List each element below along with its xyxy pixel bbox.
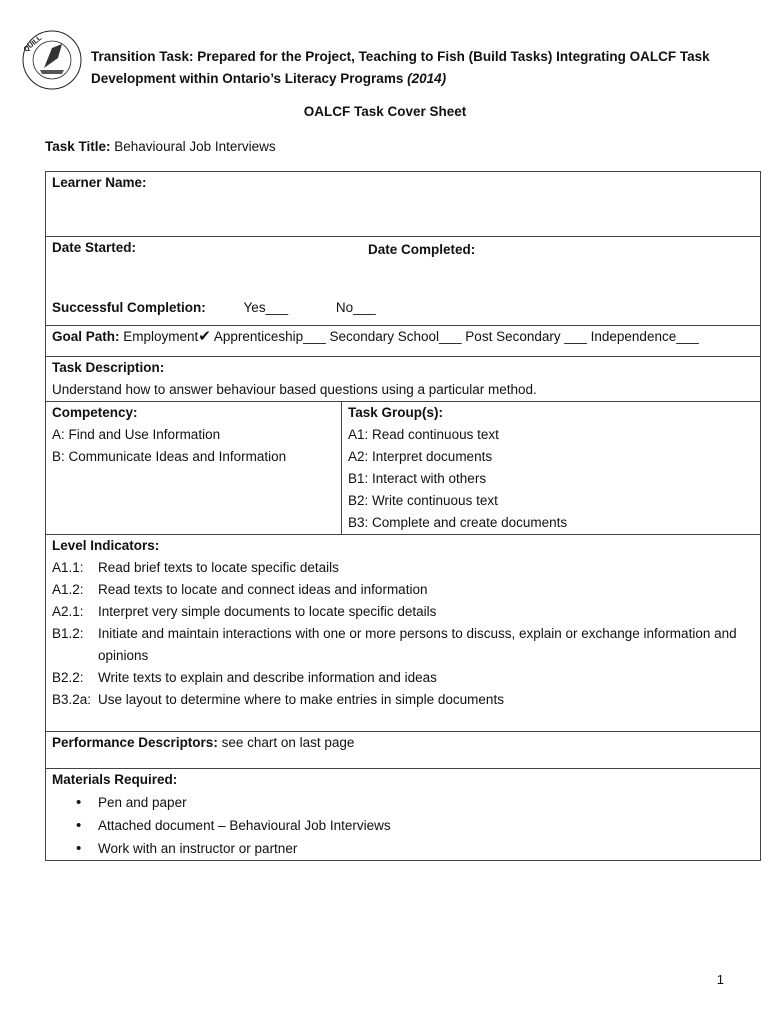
task-title <box>45 139 276 154</box>
level-indicators <box>46 535 761 732</box>
level-indicator: A1.1: Read brief texts to locate specific details <box>52 560 339 575</box>
goal-employment: Employment <box>119 329 199 344</box>
cover-sheet-table <box>45 171 761 861</box>
dates-cell <box>46 237 761 326</box>
task-description-label: Task Description: <box>52 360 165 375</box>
task-groups-cell <box>342 402 761 535</box>
competency-item: A: Find and Use Information <box>52 427 221 442</box>
performance-text: see chart on last page <box>217 735 355 750</box>
level-indicator: B1.2: Initiate and maintain interactions with one or more persons to discuss, explain or exchange information and opinions <box>52 626 737 663</box>
task-title-value: Behavioural Job Interviews <box>110 139 276 154</box>
task-group-item: A1: Read continuous text <box>348 427 499 442</box>
header-year: (2014) <box>407 71 447 86</box>
materials-required <box>46 769 761 861</box>
level-indicator: B2.2: Write texts to explain and describe information and ideas <box>52 670 437 685</box>
materials-list <box>52 791 754 860</box>
learner-name-label: Learner Name: <box>52 175 147 190</box>
level-indicators-label: Level Indicators: <box>52 538 160 553</box>
successful-completion <box>52 297 376 319</box>
performance-descriptors <box>46 732 761 769</box>
task-group-item: B2: Write continuous text <box>348 493 498 508</box>
level-indicator: A2.1: Interpret very simple documents to locate specific details <box>52 604 437 619</box>
task-group-item: B1: Interact with others <box>348 471 487 486</box>
completion-no[interactable]: No___ <box>335 300 376 315</box>
date-started-label: Date Started: <box>52 240 137 255</box>
header-line-2: Development within Ontario’s Literacy Programs (2014) <box>91 71 447 86</box>
learner-name-field[interactable] <box>46 172 761 237</box>
goal-options: Apprenticeship___ Secondary School___ Post Secondary ___ Independence___ <box>210 329 699 344</box>
goal-path-label: Goal Path: <box>52 329 120 344</box>
checkmark-icon: ✔ <box>198 328 211 345</box>
task-description <box>46 357 761 402</box>
performance-label: Performance Descriptors: <box>52 735 218 750</box>
task-groups-label: Task Group(s): <box>348 405 444 420</box>
list-item: • Pen and paper <box>98 791 754 814</box>
task-group-item: B3: Complete and create documents <box>348 515 568 530</box>
task-title-label: Task Title: <box>45 139 111 154</box>
list-item: • Attached document – Behavioural Job Interviews <box>98 814 754 837</box>
goal-path <box>46 326 761 357</box>
svg-text:QUILL: QUILL <box>22 34 44 54</box>
competency-label: Competency: <box>52 405 138 420</box>
task-description-text: Understand how to answer behaviour based questions using a particular method. <box>52 382 537 397</box>
sheet-title: OALCF Task Cover Sheet <box>303 104 467 119</box>
header-line-1: Transition Task: Prepared for the Project, Teaching to Fish (Build Tasks) Integrating OALCF Task <box>91 49 710 64</box>
document-header <box>91 46 731 90</box>
task-group-item: A2: Interpret documents <box>348 449 493 464</box>
page-number: 1 <box>716 972 724 987</box>
successful-completion-label: Successful Completion: <box>52 300 206 315</box>
materials-label: Materials Required: <box>52 772 178 787</box>
quill-logo <box>18 28 86 92</box>
competency-item: B: Communicate Ideas and Information <box>52 449 287 464</box>
list-item: • Work with an instructor or partner <box>98 837 754 860</box>
date-completed-label: Date Completed: <box>368 242 476 257</box>
competency-cell <box>46 402 342 535</box>
level-indicator: B3.2a: Use layout to determine where to make entries in simple documents <box>52 692 504 707</box>
level-indicator: A1.2: Read texts to locate and connect ideas and information <box>52 582 428 597</box>
completion-yes[interactable]: Yes___ <box>243 300 289 315</box>
